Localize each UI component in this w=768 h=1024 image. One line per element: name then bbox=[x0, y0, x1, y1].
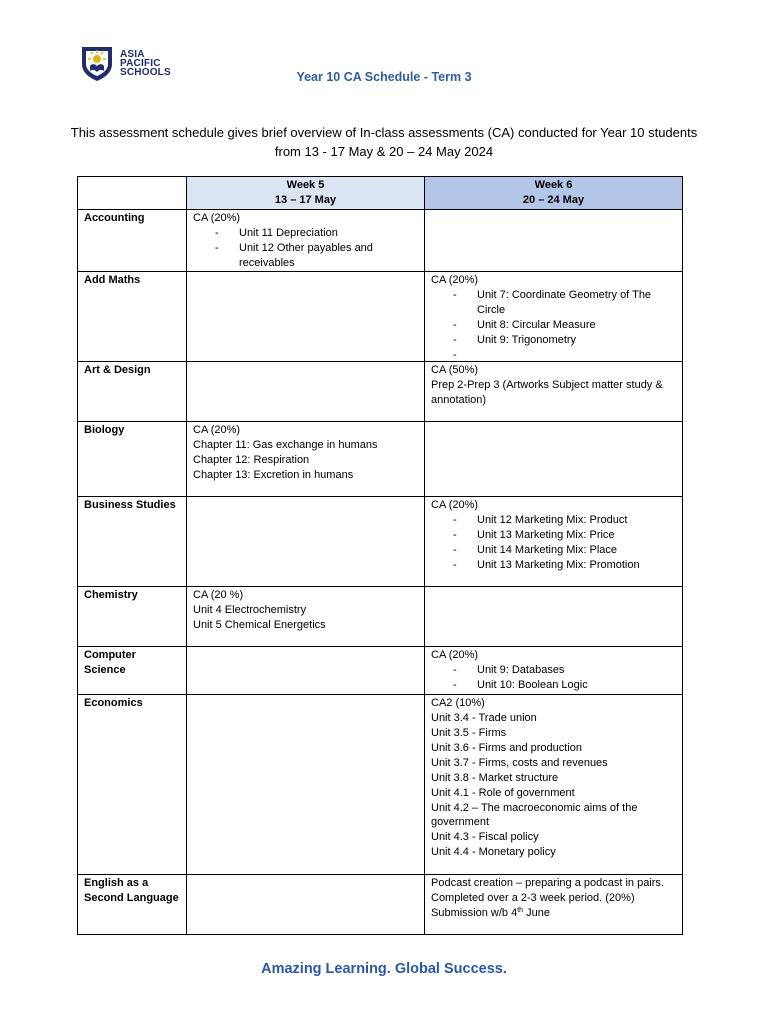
document-title bbox=[0, 66, 768, 84]
submission-date bbox=[431, 906, 676, 921]
cell-line: Chapter 11: Gas exchange in humans bbox=[193, 439, 378, 452]
subject-cell: Chemistry bbox=[78, 587, 187, 647]
cell-line: Unit 4.1 - Role of government bbox=[431, 786, 575, 799]
table-row bbox=[78, 272, 683, 362]
assessment-schedule-table bbox=[77, 176, 683, 935]
table-row bbox=[78, 587, 683, 647]
footer-slogan bbox=[0, 961, 768, 977]
list-item: - Unit 9: Trigonometry bbox=[431, 333, 676, 348]
submission-suffix: June bbox=[523, 906, 550, 919]
week6-column-header bbox=[425, 177, 683, 210]
week5-cell bbox=[187, 497, 425, 587]
week5-column-header bbox=[187, 177, 425, 210]
list-item: - Unit 12 Other payables and receivables bbox=[193, 241, 418, 271]
cell-line: Unit 5 Chemical Energetics bbox=[193, 619, 326, 632]
week6-cell bbox=[425, 362, 683, 422]
cell-line: Unit 4.2 – The macroeconomic aims of the government bbox=[431, 801, 638, 829]
week6-cell bbox=[425, 272, 683, 362]
table-row bbox=[78, 497, 683, 587]
week6-cell bbox=[425, 587, 683, 647]
footer-slogan-text: Amazing Learning. Global Success. bbox=[261, 961, 507, 977]
week6-cell bbox=[425, 647, 683, 695]
week5-cell bbox=[187, 272, 425, 362]
submission-superscript: th bbox=[517, 906, 524, 914]
cell-line: CA (20 %) bbox=[193, 589, 244, 602]
week5-cell bbox=[187, 422, 425, 497]
week6-cell bbox=[425, 695, 683, 875]
subject-cell: Accounting bbox=[78, 209, 187, 272]
cell-line: Prep 2-Prep 3 (Artworks Subject matter study & annotation) bbox=[431, 379, 663, 407]
cell-line: Unit 3.4 - Trade union bbox=[431, 712, 537, 725]
cell-line: Unit 3.6 - Firms and production bbox=[431, 741, 583, 754]
table-row bbox=[78, 422, 683, 497]
cell-line: Unit 3.5 - Firms bbox=[431, 726, 507, 739]
cell-line: Unit 4.3 - Fiscal policy bbox=[431, 831, 539, 844]
topic-list bbox=[431, 663, 676, 693]
cell-line: CA (20%) bbox=[193, 424, 241, 437]
table-row bbox=[78, 209, 683, 272]
week5-dates: 13 – 17 May bbox=[274, 193, 337, 206]
week6-cell bbox=[425, 209, 683, 272]
week5-cell bbox=[187, 209, 425, 272]
cell-line: CA (20%) bbox=[193, 211, 241, 224]
table-row bbox=[78, 647, 683, 695]
week6-label: Week 6 bbox=[534, 179, 573, 191]
intro-paragraph: This assessment schedule gives brief overview of In-class assessments (CA) conducted for Year 10 students from 13 - 17 May & 20 – 24 May 2024 bbox=[70, 125, 698, 159]
subject-cell: Art & Design bbox=[78, 362, 187, 422]
cell-line: Unit 3.8 - Market structure bbox=[431, 771, 559, 784]
list-item: - Unit 13 Marketing Mix: Promotion bbox=[431, 558, 676, 573]
week5-cell bbox=[187, 875, 425, 935]
cell-line: CA2 (10%) bbox=[431, 697, 485, 710]
week6-cell bbox=[425, 422, 683, 497]
week6-cell bbox=[425, 497, 683, 587]
logo-line: ASIA bbox=[120, 48, 145, 60]
logo-line: PACIFIC bbox=[120, 57, 161, 69]
cell-line: CA (20%) bbox=[431, 274, 479, 287]
week5-label: Week 5 bbox=[286, 179, 325, 191]
cell-line: CA (20%) bbox=[431, 499, 479, 512]
submission-prefix: Submission w/b 4 bbox=[431, 906, 518, 919]
week5-cell bbox=[187, 695, 425, 875]
topic-list bbox=[431, 288, 676, 348]
week6-cell bbox=[425, 875, 683, 935]
week5-cell bbox=[187, 587, 425, 647]
cell-line: CA (20%) bbox=[431, 649, 479, 662]
cell-line: CA (50%) bbox=[431, 364, 479, 377]
subject-cell: Add Maths bbox=[78, 272, 187, 362]
list-item: - Unit 11 Depreciation bbox=[193, 226, 418, 241]
week5-cell bbox=[187, 647, 425, 695]
list-item: - Unit 8: Circular Measure bbox=[431, 318, 676, 333]
subject-cell: Biology bbox=[78, 422, 187, 497]
cell-line: Unit 4.4 - Monetary policy bbox=[431, 846, 556, 859]
logo-line: SCHOOLS bbox=[120, 66, 171, 78]
cell-line: Podcast creation – preparing a podcast in pairs. Completed over a 2-3 week period. (20%) bbox=[431, 877, 664, 905]
cell-line: Unit 4 Electrochemistry bbox=[193, 604, 307, 617]
table-row bbox=[78, 875, 683, 935]
cell-line: Chapter 13: Excretion in humans bbox=[193, 469, 354, 482]
list-item: - Unit 12 Marketing Mix: Product bbox=[431, 513, 676, 528]
cell-line: Unit 3.7 - Firms, costs and revenues bbox=[431, 756, 608, 769]
list-item: - Unit 13 Marketing Mix: Price bbox=[431, 528, 676, 543]
topic-list bbox=[431, 513, 676, 573]
table-header-row bbox=[78, 177, 683, 210]
list-item: - Unit 14 Marketing Mix: Place bbox=[431, 543, 676, 558]
table-row bbox=[78, 695, 683, 875]
subject-cell: Economics bbox=[78, 695, 187, 875]
week6-dates: 20 – 24 May bbox=[522, 193, 585, 206]
subject-cell: Business Studies bbox=[78, 497, 187, 587]
cell-line: Chapter 12: Respiration bbox=[193, 454, 310, 467]
list-item: - Unit 9: Databases bbox=[431, 663, 676, 678]
document-title-text: Year 10 CA Schedule - Term 3 bbox=[296, 70, 472, 84]
list-item: - Unit 10: Boolean Logic bbox=[431, 678, 676, 693]
subject-cell: Computer Science bbox=[78, 647, 187, 695]
subject-column-header bbox=[78, 177, 187, 210]
topic-list bbox=[193, 226, 418, 271]
subject-cell: English as a Second Language bbox=[78, 875, 187, 935]
list-item: - Unit 7: Coordinate Geometry of The Circle bbox=[431, 288, 676, 318]
week5-cell bbox=[187, 362, 425, 422]
table-row bbox=[78, 362, 683, 422]
